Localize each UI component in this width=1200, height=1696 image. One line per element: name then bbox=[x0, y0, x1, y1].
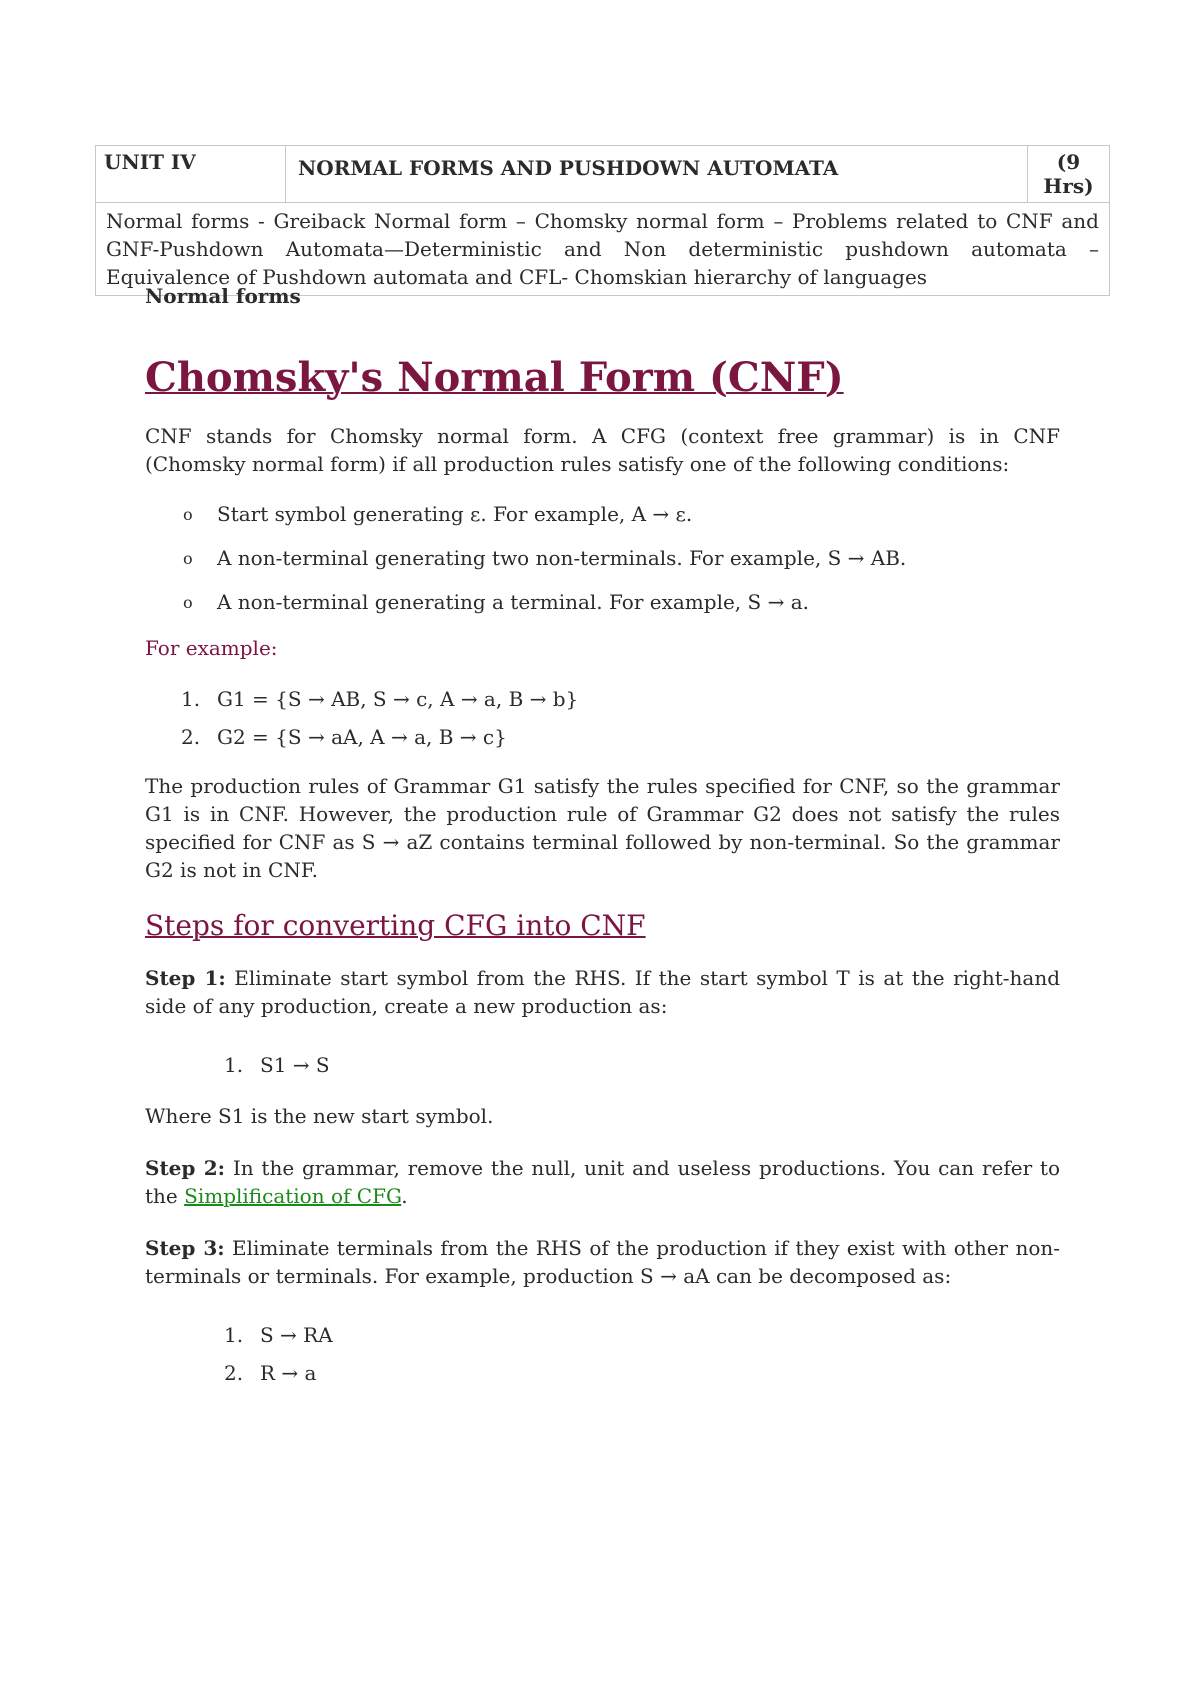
step-3-label: Step 3: bbox=[145, 1236, 225, 1260]
cnf-intro-paragraph: CNF stands for Chomsky normal form. A CFG (context free grammar) is in CNF (Chomsky normal form) if all production rules satisfy one of the following conditions: bbox=[145, 424, 1060, 476]
example-grammars-list bbox=[145, 680, 1060, 756]
steps-heading: Steps for converting CFG into CNF bbox=[145, 909, 646, 942]
step-2-paragraph bbox=[145, 1154, 1060, 1210]
production-text: R → a bbox=[260, 1361, 317, 1385]
unit-header-row bbox=[96, 146, 1110, 203]
cnf-heading: Chomsky's Normal Form (CNF) bbox=[145, 354, 844, 401]
list-item bbox=[224, 1316, 1060, 1354]
step-1-note: Where S1 is the new start symbol. bbox=[145, 1104, 494, 1128]
grammar-text: G1 = {S → AB, S → c, A → a, B → b} bbox=[217, 687, 579, 711]
cnf-conditions-list bbox=[145, 500, 1060, 616]
step-2-text: In the grammar, remove the null, unit and useless productions. You can refer to the bbox=[145, 1156, 1061, 1208]
item-number: 1. bbox=[181, 687, 201, 711]
item-number: 2. bbox=[181, 725, 201, 749]
step-1-label: Step 1: bbox=[145, 966, 226, 990]
condition-text: A non-terminal generating two non-terminals. For example, S → AB. bbox=[217, 546, 907, 570]
step-1-paragraph bbox=[145, 964, 1060, 1020]
production-text: S → RA bbox=[260, 1323, 333, 1347]
step-3-list bbox=[145, 1316, 1060, 1392]
production-text: S1 → S bbox=[260, 1053, 330, 1077]
step-2-text-end: . bbox=[401, 1184, 408, 1208]
list-item bbox=[181, 718, 1060, 756]
step-3-paragraph bbox=[145, 1234, 1060, 1290]
condition-text: A non-terminal generating a terminal. For example, S → a. bbox=[217, 590, 809, 614]
unit-number: UNIT IV bbox=[96, 146, 286, 203]
unit-title: NORMAL FORMS AND PUSHDOWN AUTOMATA bbox=[286, 146, 1028, 203]
list-item bbox=[183, 500, 1060, 528]
step-3-text: Eliminate terminals from the RHS of the production if they exist with other non-terminals or terminals. For example, production S → aA can be decomposed as: bbox=[145, 1236, 1060, 1288]
step-1-list bbox=[145, 1046, 1060, 1084]
list-item bbox=[183, 588, 1060, 616]
document-body bbox=[145, 282, 1060, 1392]
item-number: 1. bbox=[224, 1053, 244, 1077]
unit-hours: (9 Hrs) bbox=[1028, 146, 1110, 203]
explanation-paragraph: The production rules of Grammar G1 satisfy the rules specified for CNF, so the grammar G1 is in CNF. However, the production rule of Grammar G2 does not satisfy the rules specified for CNF as S → aZ contains terminal followed by non-terminal. So the grammar G2 is not in CNF. bbox=[145, 774, 1060, 882]
normal-forms-heading: Normal forms bbox=[145, 284, 301, 308]
bullet-marker: o bbox=[183, 593, 193, 612]
condition-text: Start symbol generating ε. For example, A → ε. bbox=[217, 502, 693, 526]
list-item bbox=[181, 680, 1060, 718]
list-item bbox=[224, 1046, 1060, 1084]
example-label: For example: bbox=[145, 636, 278, 660]
bullet-marker: o bbox=[183, 505, 193, 524]
unit-syllabus-table bbox=[95, 145, 1110, 296]
step-1-text: Eliminate start symbol from the RHS. If the start symbol T is at the right-hand side of any production, create a new production as: bbox=[145, 966, 1060, 1018]
simplification-of-cfg-link[interactable]: Simplification of CFG bbox=[184, 1184, 402, 1208]
item-number: 1. bbox=[224, 1323, 244, 1347]
unit-description: Normal forms - Greiback Normal form – Chomsky normal form – Problems related to CNF and GNF-Pushdown Automata—Deterministic and Non deterministic pushdown automata – Equivalence of Pushdown automata and CFL- Chomskian hierarchy of languages bbox=[96, 203, 1110, 296]
item-number: 2. bbox=[224, 1361, 244, 1385]
list-item bbox=[183, 544, 1060, 572]
step-2-label: Step 2: bbox=[145, 1156, 226, 1180]
bullet-marker: o bbox=[183, 549, 193, 568]
list-item bbox=[224, 1354, 1060, 1392]
grammar-text: G2 = {S → aA, A → a, B → c} bbox=[217, 725, 507, 749]
